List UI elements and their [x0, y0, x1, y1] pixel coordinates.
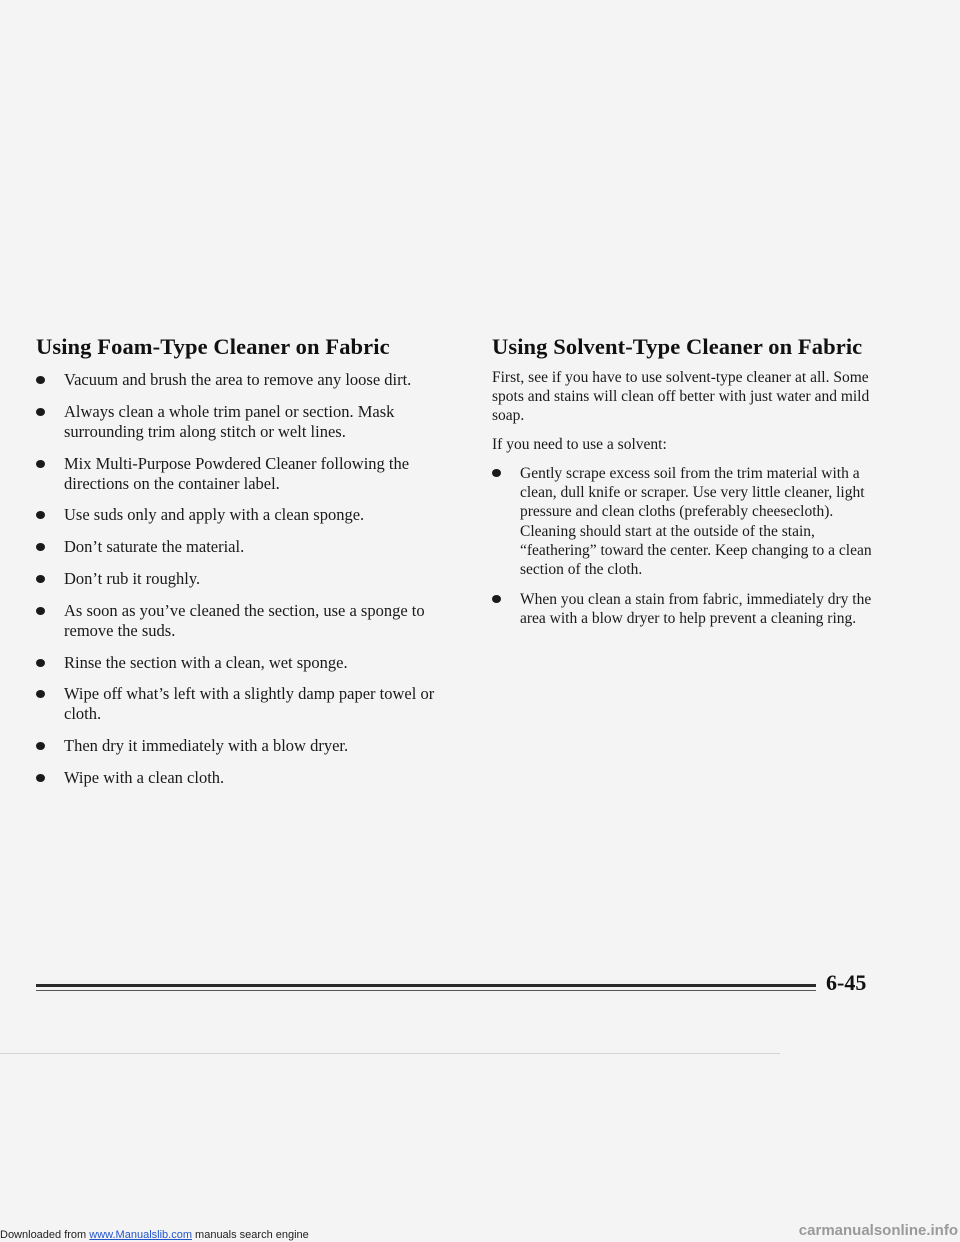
bullet-icon — [36, 543, 45, 551]
bullet-icon — [36, 408, 45, 416]
footer-rule-thin — [36, 990, 816, 991]
solvent-lead: If you need to use a solvent: — [492, 436, 667, 453]
page-number: 6-45 — [826, 970, 867, 995]
foam-cleaner-steps — [36, 370, 464, 788]
list-item: Use suds only and apply with a clean sponge. — [36, 505, 464, 525]
footer-prefix: Downloaded from — [0, 1229, 90, 1241]
footer-rule-heavy — [36, 984, 816, 987]
list-item: Wipe with a clean cloth. — [36, 768, 464, 788]
list-item: Gently scrape excess soil from the trim material with a clean, dull knife or scraper. Use very little cleaner, light pressure and clean cloths (preferably cheesecloth). Cleaning should start at the outside of the stain, “feathering” toward the center. Keep changing to a clean section of the cloth. — [492, 464, 892, 579]
watermark: carmanualsonline.info — [798, 1222, 958, 1239]
solvent-cleaner-steps — [492, 464, 892, 629]
bullet-icon — [492, 595, 501, 603]
solvent-intro: First, see if you have to use solvent-type cleaner at all. Some spots and stains will clean off better with just water and mild soap. — [492, 369, 870, 424]
list-item: When you clean a stain from fabric, immediately dry the area with a blow dryer to help prevent a cleaning ring. — [492, 590, 892, 628]
left-column — [36, 334, 464, 800]
manualslib-link[interactable]: www.Manualslib.com — [89, 1229, 192, 1241]
footer-suffix: manuals search engine — [191, 1229, 309, 1241]
bullet-icon — [492, 469, 501, 477]
list-item: Rinse the section with a clean, wet sponge. — [36, 653, 464, 673]
list-item: Always clean a whole trim panel or section. Mask surrounding trim along stitch or welt lines. — [36, 402, 464, 442]
bullet-icon — [36, 460, 45, 468]
bullet-icon — [36, 690, 45, 698]
list-item: Don’t rub it roughly. — [36, 569, 464, 589]
download-footer — [0, 1229, 309, 1241]
list-item: Then dry it immediately with a blow dryer. — [36, 736, 464, 756]
bullet-icon — [36, 659, 45, 667]
list-item: Don’t saturate the material. — [36, 537, 464, 557]
bullet-icon — [36, 376, 45, 384]
bullet-icon — [36, 774, 45, 782]
bullet-icon — [36, 575, 45, 583]
bullet-icon — [36, 607, 45, 615]
foam-cleaner-heading: Using Foam-Type Cleaner on Fabric — [36, 334, 390, 359]
scan-line — [0, 1053, 780, 1054]
list-item: As soon as you’ve cleaned the section, use a sponge to remove the suds. — [36, 601, 464, 641]
bullet-icon — [36, 742, 45, 750]
right-column — [492, 334, 892, 640]
solvent-cleaner-heading: Using Solvent-Type Cleaner on Fabric — [492, 334, 863, 359]
list-item: Mix Multi-Purpose Powdered Cleaner following the directions on the container label. — [36, 454, 464, 494]
list-item: Wipe off what’s left with a slightly damp paper towel or cloth. — [36, 684, 464, 724]
list-item: Vacuum and brush the area to remove any loose dirt. — [36, 370, 464, 390]
bullet-icon — [36, 511, 45, 519]
